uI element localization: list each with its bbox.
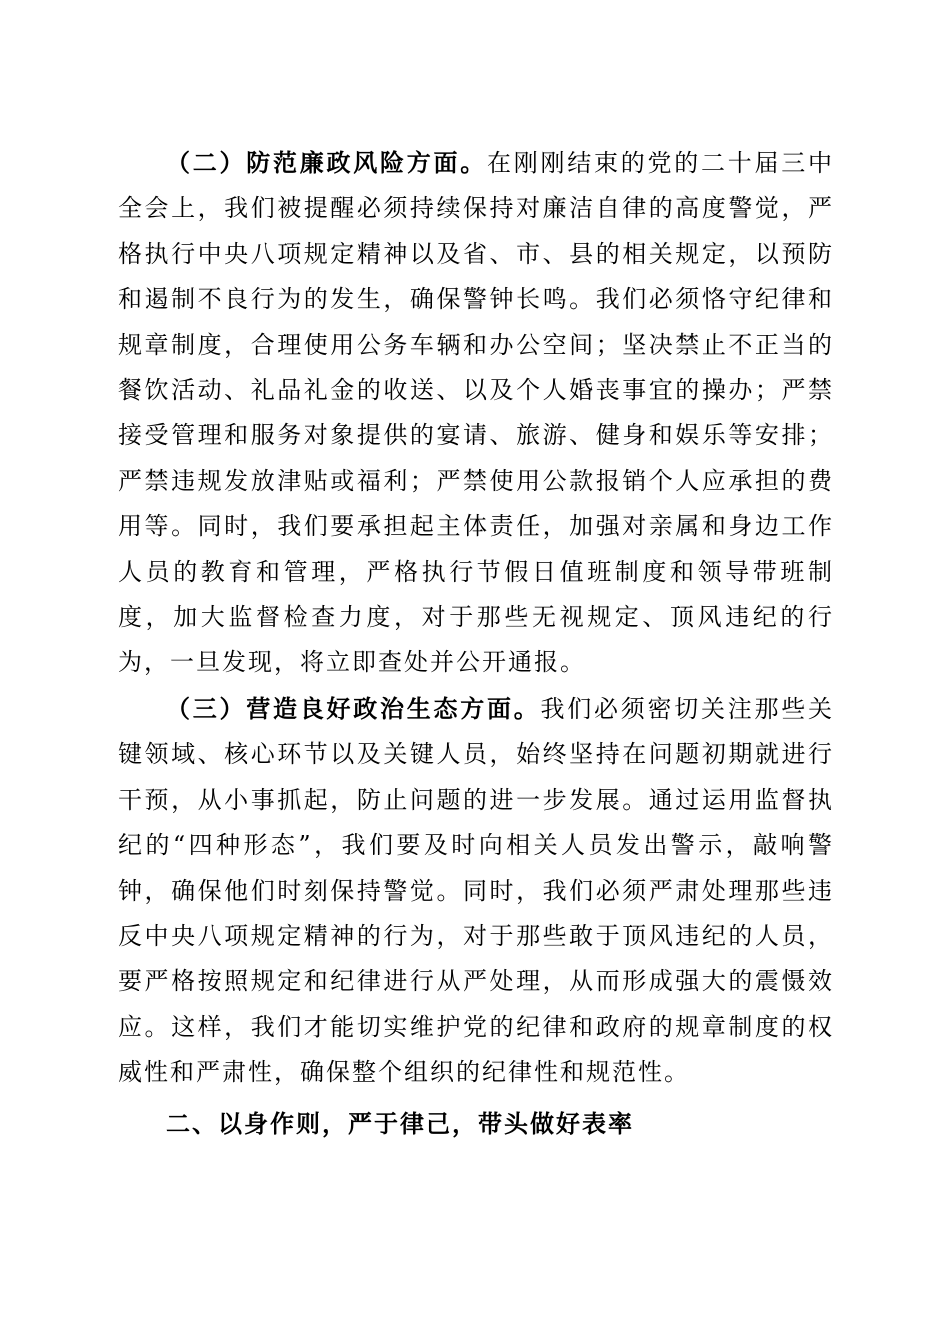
paragraph-political-ecology <box>118 686 834 1096</box>
paragraph-lead-heading: （三）营造良好政治生态方面。 <box>166 693 541 723</box>
paragraph-lead-heading: （二）防范廉政风险方面。 <box>166 148 487 177</box>
document-body <box>118 140 834 1147</box>
section-heading: 二、以身作则，严于律己，带头做好表率 <box>166 1109 634 1138</box>
paragraph-text: 我们必须密切关注那些关键领域、核心环节以及关键人员，始终坚持在问题初期就进行干预，从小事抓起，防止问题的进一步发展。通过运用监督执纪的“四种形态”，我们要及时向相关人员发出警示，敲响警钟，确保他们时刻保持警觉。同时，我们必须严肃处理那些违反中央八项规定精神的行为，对于那些敢于顶风违纪的人员，要严格按照规定和纪律进行从严处理，从而形成强大的震慑效应。这样，我们才能切实维护党的纪律和政府的规章制度的权威性和严肃性，确保整个组织的纪律性和规范性。 <box>118 694 834 1087</box>
paragraph-text: 在刚刚结束的党的二十届三中全会上，我们被提醒必须持续保持对廉洁自律的高度警觉，严格执行中央八项规定精神以及省、市、县的相关规定，以预防和遏制不良行为的发生，确保警钟长鸣。我们必须恪守纪律和规章制度，合理使用公务车辆和办公空间；坚决禁止不正当的餐饮活动、礼品礼金的收送、以及个人婚丧事宜的操办；严禁接受管理和服务对象提供的宴请、旅游、健身和娱乐等安排；严禁违规发放津贴或福利；严禁使用公款报销个人应承担的费用等。同时，我们要承担起主体责任，加强对亲属和身边工作人员的教育和管理，严格执行节假日值班制度和领导带班制度，加大监督检查力度，对于那些无视规定、顶风违纪的行为，一旦发现，将立即查处并公开通报。 <box>118 149 834 677</box>
paragraph-anti-corruption-risk <box>118 140 834 686</box>
